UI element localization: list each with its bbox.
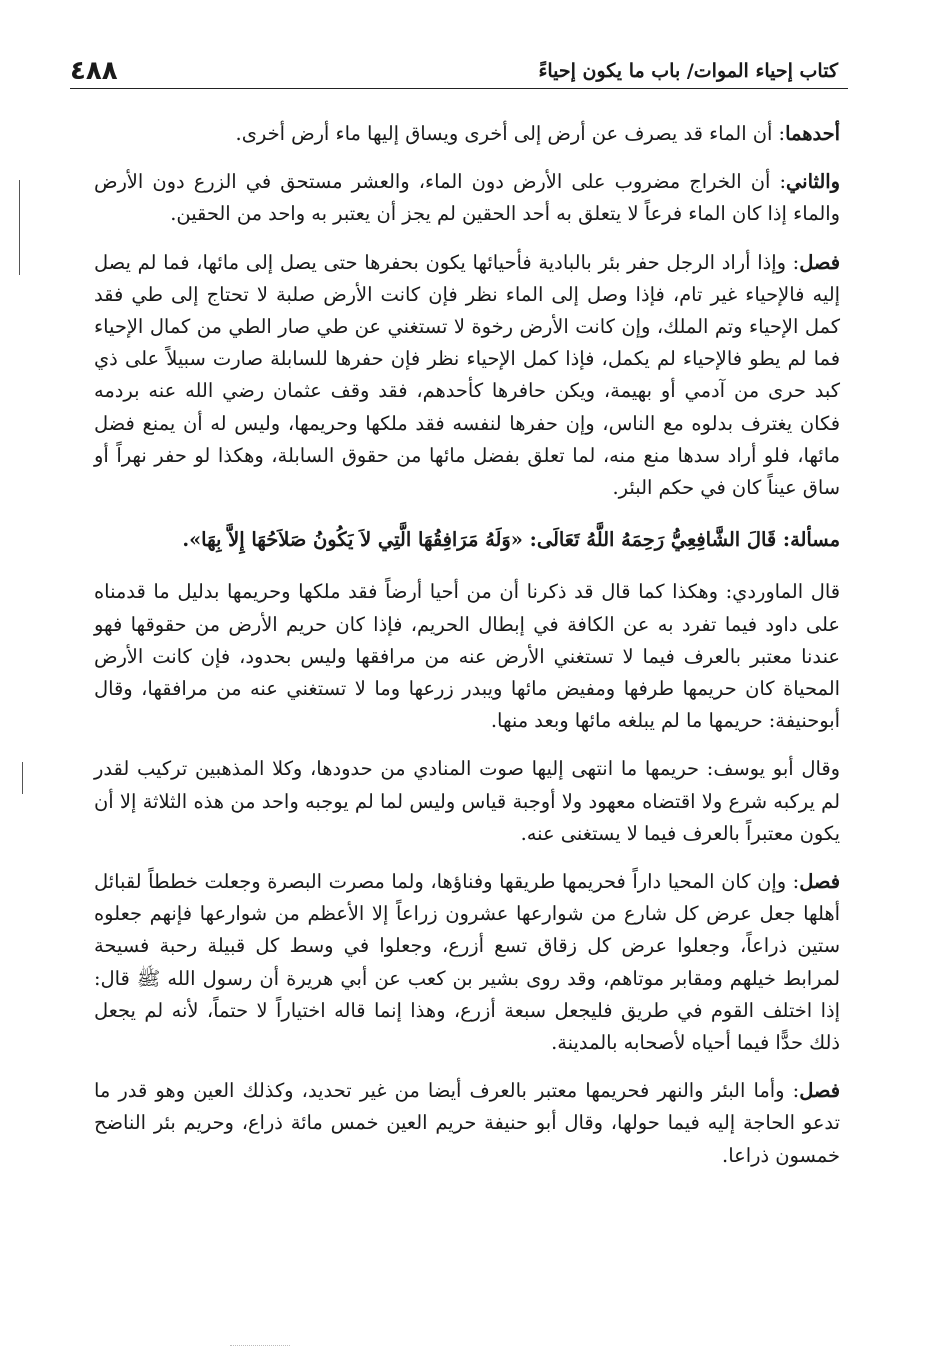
paragraph <box>94 118 840 150</box>
paragraph-lead: أحدهما <box>785 122 840 145</box>
paragraph <box>94 866 840 1059</box>
margin-line <box>22 762 23 794</box>
paragraph <box>94 166 840 230</box>
page-number: ٤٨٨ <box>70 56 118 86</box>
paragraph-text: : أن الخراج مضروب على الأرض دون الماء، والعشر مستحق في الزرع دون الأرض والماء إذا كان الماء فرعاً لا يتعلق به أحد الحقين لم يجز أن يعتبر به واحد من الحقين. <box>94 170 840 226</box>
page-body <box>94 118 840 1188</box>
masala-quote: «وَلَهُ مَرَافِقُهَا الَّتِي لاَ يَكُونُ صَلاَحُهَا إِلاَّ بِهَا». <box>182 528 523 552</box>
paragraph <box>94 247 840 505</box>
running-title: كتاب إحياء الموات/ باب ما يكون إحياءً <box>538 59 848 88</box>
paragraph-lead: والثاني <box>786 170 840 194</box>
paragraph <box>94 576 840 737</box>
paragraph-text: : وإذا أراد الرجل حفر بئر بالبادية فأحيائها يكون بحفرها حتى يصل إلى مائها، فما لم يصل إليه فالإحياء غير تام، فإذا وصل إلى الماء نظر فإن كانت الأرض صلبة لا تحتاج إلى طي فقد كمل الإحياء وتم الملك، وإن كانت الأرض رخوة لا تستغني عن طي صار الطي من كمال الإحياء فما لم يطو فالإحياء لم يكمل، فإذا كمل الإحياء نظر فإن حفرها للسابلة صارت سبيلاً على ذي كبد حرى من آدمي أو بهيمة، ويكن حافرها كأحدهم، فقد وقف عثمان رضي الله عنه بردمه فكان يغترف بدلوه مع الناس، وإن حفرها لنفسه فقد ملكها وحريمها، وليس له أن يمنع فضل مائها، فلو أراد سدها منع منه، لما تعلق بفضل مائها من حقوق السابلة، وهكذا لو حفر نهراً أو ساق عيناً كان في حكم البئر. <box>94 250 840 500</box>
paragraph-text: قال الماوردي: وهكذا كما قال قد ذكرنا أن من أحيا أرضاً فقد ملكها وحريمها بدليل ما قدمناه على داود فيما تفرد به عن الكافة في إبطال الحريم، فإذا كان حريم الأرض من حقوقها فهو عندنا معتبر بالعرف فيما لا تستغني الأرض عنه من مرافقها وليس بحدود، فإن كانت الأرض المحياة كان حريمها طرفها ومفيض مائها ويبدر زرعها وما لا تستغني عنه من مرافقها، وقال أبوحنيفة: حريمها ما لم يبلغه مائها وبعد منها. <box>94 580 840 733</box>
paragraph-lead: فصل <box>799 870 840 894</box>
paragraph-lead: فصل <box>799 250 840 274</box>
page-header <box>70 52 848 89</box>
margin-line <box>19 180 20 275</box>
paragraph <box>94 753 840 850</box>
paragraph-text: وقال أبو يوسف: حريمها ما انتهى إليها صوت المنادي من حدودها، وكلا المذهبين تركيب لقدر لم يركبه شرع ولا اقتضاه معهود ولا أوجبة قياس وليس لما لم يوجبه واحد من هذه الثلاثة إلا أن يكون معتبراً بالعرف فيما لا يستغنى عنه. <box>94 757 840 845</box>
paragraph-text: : وأما البئر والنهر فحريمها معتبر بالعرف أيضا من غير تحديد، وكذلك العين وهو قدر ما تدعو الحاجة إليه فيما حولها، وقال أبو حنيفة حريم العين خمس مائة ذراع، وحريم بئر الناضح خمسون ذراعا. <box>94 1079 840 1167</box>
masala-heading <box>94 524 840 556</box>
scan-smudge <box>230 1345 290 1348</box>
paragraph-text: : وإن كان المحيا داراً فحريمها طريقها وفناؤها، ولما مصرت البصرة وجعلت خططاً لقبائل أهلها جعل عرض كل شارع من شوارعها عشرون زراعاً إلا الأعظم من شوارعها فإنهم جعلوه ستين ذراعاً، وجعلوا عرض كل زقاق تسع أزرع، وجعلوا في وسط كل قبيلة رحبة فسيحة لمرابط خيلهم ومقابر موتاهم، وقد روى بشير بن كعب عن أبي هريرة أن رسول الله ﷺ قال: إذا اختلف القوم في طريق فليجعل سبعة أزرع، وهذا إنما قاله اختياراً لا حتماً، لأنه لم يجعل ذلك حدًّا فيما أحياه لأصحابه بالمدينة. <box>94 870 840 1055</box>
paragraph <box>94 1075 840 1172</box>
masala-lead: مسألة <box>790 528 840 552</box>
masala-intro: : قَالَ الشَّافِعِيُّ رَحِمَهُ اللَّهُ تَعَالَى: <box>522 528 791 552</box>
paragraph-text: : أن الماء قد يصرف عن أرض إلى أخرى ويساق إليها ماء أرض أخرى. <box>235 122 786 145</box>
paragraph-lead: فصل <box>799 1079 840 1103</box>
